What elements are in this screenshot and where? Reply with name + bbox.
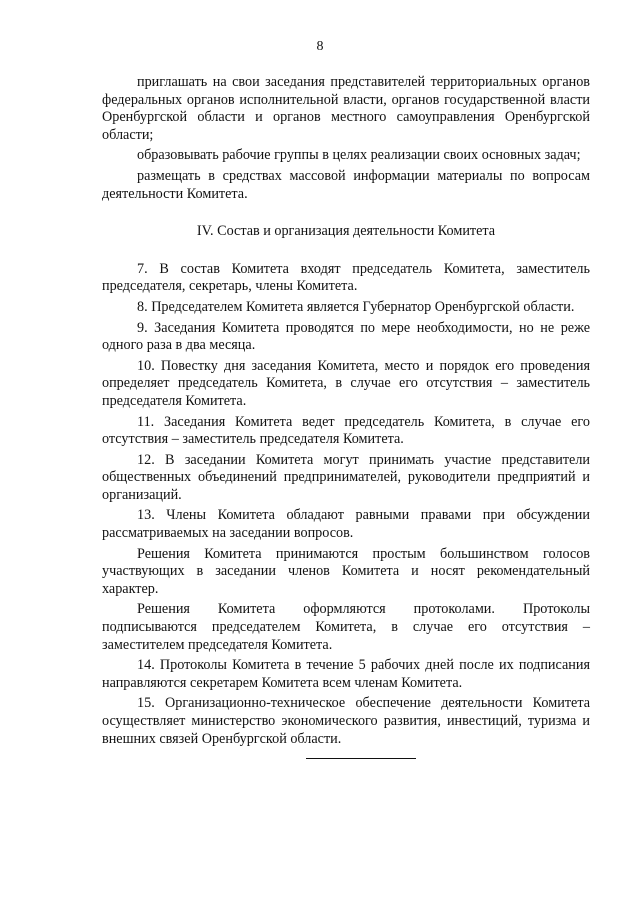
paragraph: Решения Комитета принимаются простым большинством голосов участвующих в заседании членов Комитета и носят рекомендательный характер. [102,545,590,597]
page-number: 8 [316,39,324,54]
document-body [102,74,590,751]
paragraph: приглашать на свои заседания представителей территориальных органов федеральных органов исполнительной власти, органов государственной власти Оренбургской области и органов местного самоуправления Оренбургской области; [102,74,590,143]
paragraph: 9. Заседания Комитета проводятся по мере необходимости, но не реже одного раза в два месяца. [102,319,590,354]
paragraph: 14. Протоколы Комитета в течение 5 рабочих дней после их подписания направляются секретарем Комитета всем членам Комитета. [102,657,590,691]
paragraph: 10. Повестку дня заседания Комитета, место и порядок его проведения определяет председатель Комитета, в случае его отсутствия – заместитель председателя Комитета. [102,357,590,409]
paragraph: 13. Члены Комитета обладают равными правами при обсуждении рассматриваемых на заседании вопросов. [102,507,590,542]
paragraph: 12. В заседании Комитета могут принимать участие представители общественных объединений предпринимателей, руководители предприятий и организаций. [102,451,590,503]
paragraph: 11. Заседания Комитета ведет председатель Комитета, в случае его отсутствия – заместитель председателя Комитета. [102,413,590,448]
end-separator-line [306,758,416,759]
paragraph: 8. Председателем Комитета является Губернатор Оренбургской области. [137,298,575,315]
paragraph: 15. Организационно-техническое обеспечение деятельности Комитета осуществляет министерство экономического развития, инвестиций, туризма и внешних связей Оренбургской области. [102,695,590,747]
paragraph: размещать в средствах массовой информации материалы по вопросам деятельности Комитета. [102,167,590,202]
paragraph: образовывать рабочие группы в целях реализации своих основных задач; [137,147,581,164]
paragraph: Решения Комитета оформляются протоколами. Протоколы подписываются председателем Комитета, в случае его отсутствия – заместителем председателя Комитета. [102,601,590,653]
section-heading: IV. Состав и организация деятельности Комитета [196,223,496,240]
paragraph: 7. В состав Комитета входят председатель Комитета, заместитель председателя, секретарь, члены Комитета. [102,260,590,295]
